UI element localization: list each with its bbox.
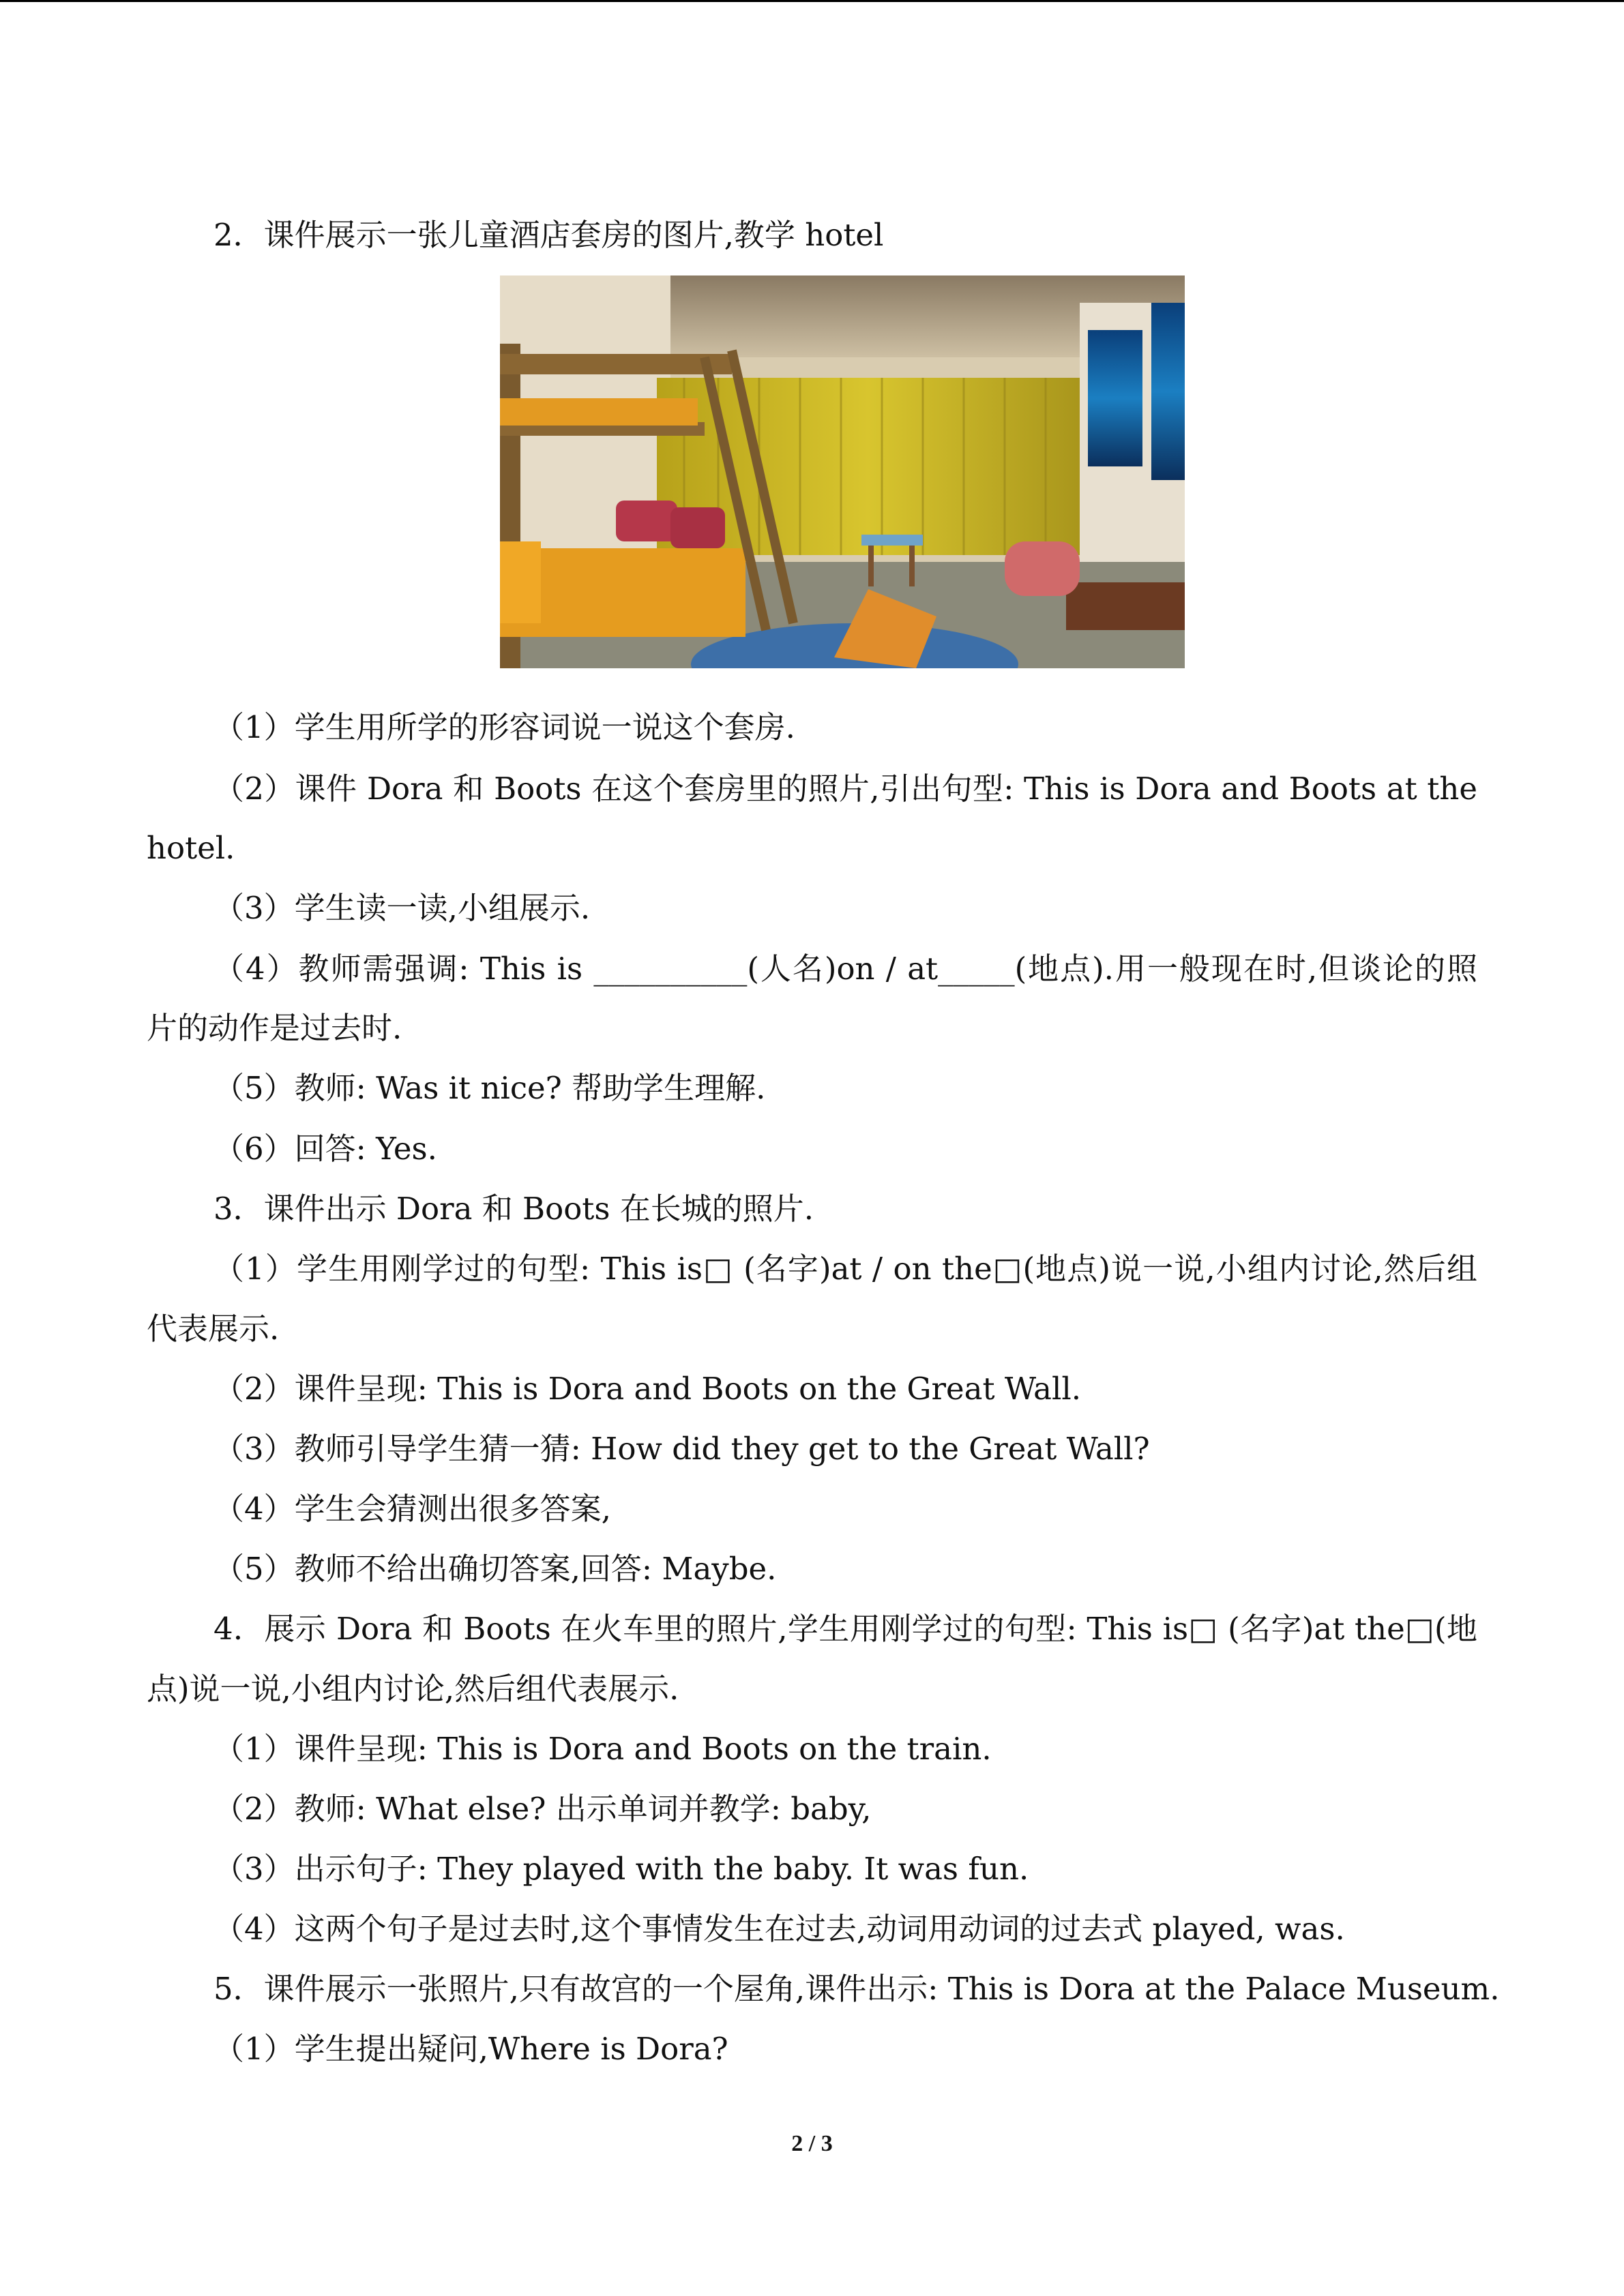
- page-number: 2 / 3: [791, 2131, 833, 2156]
- text-line: （2）课件 Dora 和 Boots 在这个套房里的照片,引出句型: This is Dora and Boots at the: [213, 771, 1477, 807]
- text-line: （1）学生提出疑问,Where is Dora?: [213, 2031, 728, 2067]
- text-line: 3．课件出示 Dora 和 Boots 在长城的照片.: [213, 1191, 814, 1227]
- text-line: （4）教师需强调: This is __________(人名)on / at_____(地点).用一般现在时,但谈论的照: [213, 951, 1477, 987]
- text-line: 4．展示 Dora 和 Boots 在火车里的照片,学生用刚学过的句型: This is□ (名字)at the□(地: [213, 1611, 1477, 1647]
- hotel-suite-photo: [500, 275, 1185, 668]
- text-line: 2．课件展示一张儿童酒店套房的图片,教学 hotel: [213, 217, 884, 253]
- text-line: （4）学生会猜测出很多答案,: [213, 1491, 611, 1527]
- text-line: （1）学生用刚学过的句型: This is□ (名字)at / on the□(地点)说一说,小组内讨论,然后组: [213, 1251, 1477, 1287]
- text-line: hotel.: [147, 830, 235, 866]
- text-line: （1）课件呈现: This is Dora and Boots on the train.: [213, 1731, 992, 1767]
- text-line: 片的动作是过去时.: [147, 1010, 402, 1046]
- text-line: 5．课件展示一张照片,只有故宫的一个屋角,课件出示: This is Dora at the Palace Museum.: [213, 1971, 1500, 2007]
- text-line: （2）教师: What else? 出示单词并教学: baby,: [213, 1791, 872, 1827]
- text-line: （3）出示句子: They played with the baby. It was fun.: [213, 1851, 1029, 1887]
- text-line: （6）回答: Yes.: [213, 1131, 437, 1167]
- text-line: （5）教师不给出确切答案,回答: Maybe.: [213, 1551, 777, 1587]
- page-top-border: [0, 0, 1624, 2]
- text-line: （1）学生用所学的形容词说一说这个套房.: [213, 709, 795, 745]
- text-line: （3）教师引导学生猜一猜: How did they get to the Great Wall?: [213, 1431, 1150, 1467]
- text-line: （3）学生读一读,小组展示.: [213, 890, 591, 926]
- text-line: 点)说一说,小组内讨论,然后组代表展示.: [147, 1671, 679, 1707]
- text-line: 代表展示.: [147, 1311, 280, 1347]
- text-line: （4）这两个句子是过去时,这个事情发生在过去,动词用动词的过去式 played, was.: [213, 1911, 1345, 1947]
- text-line: （2）课件呈现: This is Dora and Boots on the Great Wall.: [213, 1371, 1082, 1407]
- text-line: （5）教师: Was it nice? 帮助学生理解.: [213, 1070, 766, 1106]
